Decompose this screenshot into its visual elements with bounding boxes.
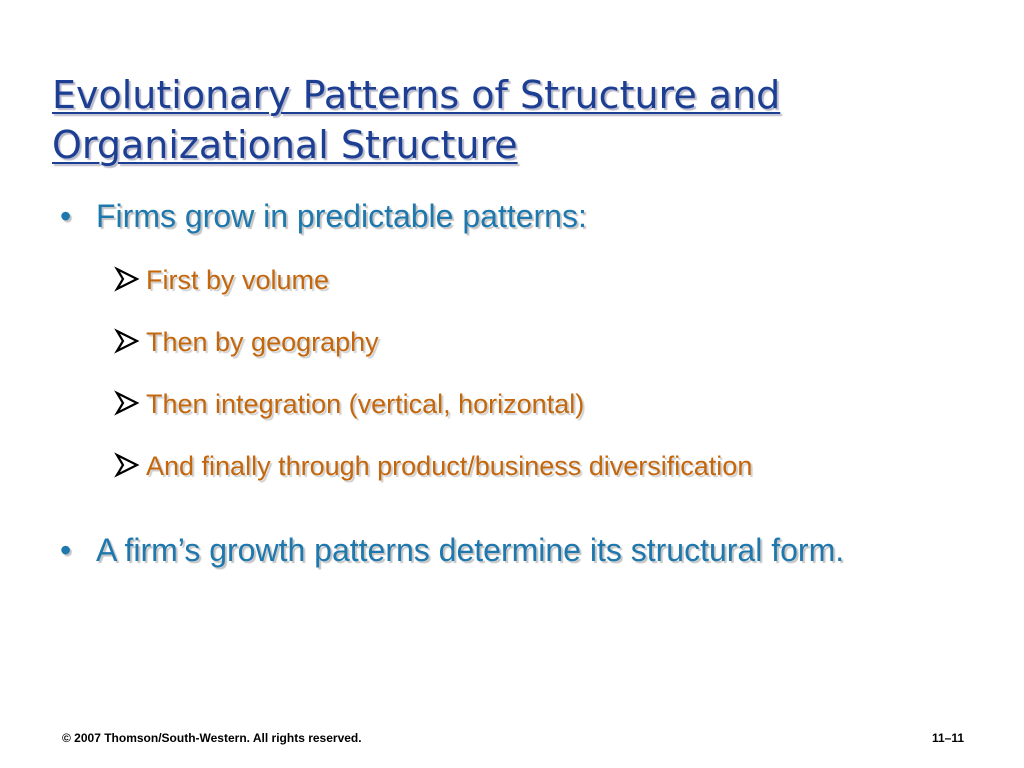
sub-bullet-item-4 [114,450,960,512]
sub-bullet-text: First by volume [146,265,330,295]
bullet-marker: • [60,532,72,568]
slide-title-line-1: Evolutionary Patterns of Structure and [52,73,781,117]
sub-bullet-item-1 [114,264,960,326]
arrow-right-icon [114,266,140,292]
bullet-marker: • [60,198,72,234]
slide-title-line-2: Organizational Structure [52,123,518,167]
sub-bullet-item-3 [114,388,960,450]
arrow-right-icon [114,328,140,354]
arrow-right-icon [114,390,140,416]
bullet-list [60,196,960,570]
slide-title [52,70,972,170]
sub-bullet-text: And finally through product/business diversification [146,451,753,481]
sub-bullet-list [60,264,960,512]
sub-bullet-text: Then by geography [146,327,379,357]
arrow-right-icon [114,452,140,478]
footer-copyright: © 2007 Thomson/South-Western. All rights reserved. [62,731,362,745]
sub-bullet-text: Then integration (vertical, horizontal) [146,389,585,419]
footer-page-number: 11–11 [931,731,964,745]
bullet-item-2 [60,530,960,570]
sub-bullet-item-2 [114,326,960,388]
sub-bullet-group [60,264,960,512]
bullet-text: Firms grow in predictable patterns: [96,198,587,234]
bullet-item-1 [60,196,960,248]
bullet-text: A firm’s growth patterns determine its structural form. [96,532,845,568]
